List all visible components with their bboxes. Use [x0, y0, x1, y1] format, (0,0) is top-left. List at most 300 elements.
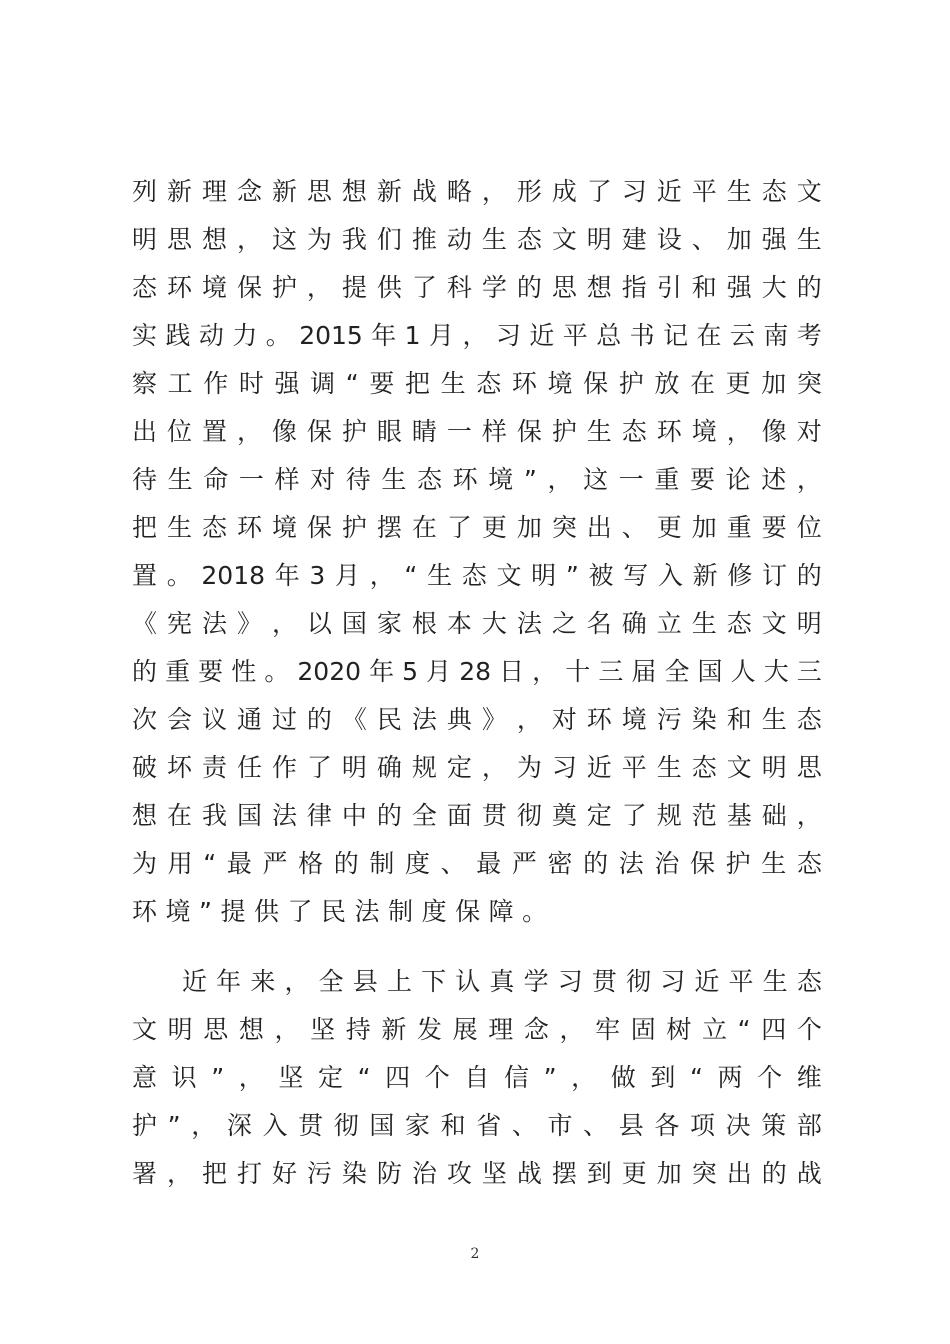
text-glyph: ， [238, 1063, 264, 1092]
text-glyph: 生 [586, 417, 612, 446]
text-glyph: 家 [376, 609, 402, 638]
text-glyph: 近 [656, 177, 682, 206]
text-glyph: 持 [345, 1015, 371, 1044]
text-glyph: 态 [461, 561, 487, 590]
text-glyph: 供 [376, 273, 402, 302]
text-glyph: 染 [341, 1159, 367, 1188]
text-glyph: 境 [201, 273, 227, 302]
text-line [132, 1150, 822, 1198]
text-glyph: 明 [132, 225, 158, 254]
text-glyph: 和 [440, 1111, 466, 1140]
text-glyph: 近 [182, 967, 208, 996]
text-glyph: “ [203, 849, 217, 878]
text-glyph: ， [462, 321, 488, 350]
text-glyph: 供 [254, 897, 288, 926]
text-glyph: 署 [132, 1159, 158, 1188]
text-glyph: 位 [166, 417, 192, 446]
text-glyph: 文 [132, 1015, 158, 1044]
text-glyph: 一 [446, 417, 472, 446]
text-glyph: 命 [203, 465, 229, 494]
text-glyph: ” [167, 1111, 181, 1140]
text-glyph: 中 [341, 801, 367, 830]
text-glyph: 来 [250, 967, 276, 996]
text-glyph: 生 [656, 753, 682, 782]
text-glyph: 突 [551, 513, 577, 542]
text-glyph: 订 [762, 561, 788, 590]
text-glyph: 省 [476, 1111, 502, 1140]
text-glyph: 思 [166, 225, 192, 254]
text-glyph: 出 [586, 513, 612, 542]
text-glyph: 生 [761, 849, 787, 878]
text-glyph: 法 [201, 609, 227, 638]
text-glyph: 动 [446, 225, 472, 254]
text-line [132, 888, 822, 936]
text-glyph: 提 [220, 897, 254, 926]
text-glyph: 摆 [551, 1159, 577, 1188]
text-glyph: 态 [516, 225, 542, 254]
text-line [132, 456, 822, 504]
text-glyph: 意 [132, 1063, 158, 1092]
text-glyph: 度 [421, 897, 456, 926]
text-glyph: 习 [551, 753, 577, 782]
text-glyph: 日 [499, 657, 525, 686]
text-glyph: 要 [369, 369, 395, 398]
text-glyph: 突 [796, 369, 822, 398]
text-line [132, 504, 822, 552]
text-glyph: 保 [306, 417, 332, 446]
text-glyph: 法 [516, 609, 542, 638]
text-glyph: 策 [761, 1111, 787, 1140]
text-glyph: 生 [167, 465, 193, 494]
text-glyph: 打 [236, 1159, 262, 1188]
text-glyph: 力 [232, 321, 258, 350]
text-glyph: 贯 [481, 801, 507, 830]
text-glyph: 年 [371, 321, 397, 350]
text-glyph: 睛 [411, 417, 437, 446]
text-glyph: 责 [201, 753, 227, 782]
text-glyph: 全 [411, 801, 437, 830]
text-line [132, 168, 822, 216]
text-glyph: 境 [547, 369, 573, 398]
text-glyph: 污 [656, 705, 682, 734]
text-glyph: 市 [547, 1111, 573, 1140]
text-glyph: 年 [216, 967, 242, 996]
text-glyph: 。 [166, 561, 192, 590]
text-glyph: 更 [621, 1159, 647, 1188]
text-glyph: 。 [265, 321, 291, 350]
text-glyph: 用 [167, 849, 193, 878]
text-glyph: 的 [583, 849, 609, 878]
text-glyph: 本 [446, 609, 472, 638]
text-glyph: 展 [452, 1015, 478, 1044]
text-glyph: ， [532, 657, 558, 686]
text-glyph: 彻 [516, 801, 542, 830]
text-glyph: 新 [381, 1015, 407, 1044]
text-glyph: 写 [623, 561, 649, 590]
text-glyph: 大 [763, 657, 789, 686]
text-glyph: 在 [411, 513, 437, 542]
text-glyph: 《 [132, 609, 158, 638]
text-glyph: 立 [656, 609, 682, 638]
text-glyph: 好 [271, 1159, 297, 1188]
text-glyph: 年 [274, 561, 300, 590]
text-glyph: 察 [132, 369, 158, 398]
text-glyph: 法 [618, 849, 644, 878]
text-line [132, 744, 822, 792]
text-glyph: 十 [565, 657, 591, 686]
text-glyph: 文 [726, 753, 752, 782]
text-glyph: 到 [650, 1063, 676, 1092]
text-glyph: 论 [725, 465, 751, 494]
text-glyph: 识 [171, 1063, 197, 1092]
text-glyph: ” [543, 1063, 557, 1092]
text-glyph: ， [284, 967, 310, 996]
text-glyph: 明 [796, 609, 822, 638]
text-glyph: 的 [761, 1159, 787, 1188]
text-glyph: 时 [238, 369, 264, 398]
text-glyph: 近 [586, 753, 612, 782]
text-glyph: 引 [656, 273, 682, 302]
text-glyph: 上 [386, 967, 412, 996]
text-glyph: 作 [203, 369, 229, 398]
text-glyph: 强 [761, 225, 787, 254]
text-glyph: 为 [516, 753, 542, 782]
text-glyph: 2015 [299, 321, 363, 350]
text-glyph: 们 [376, 225, 402, 254]
text-glyph: 度 [404, 849, 430, 878]
text-glyph: 立 [702, 1015, 728, 1044]
text-glyph: 略 [446, 177, 472, 206]
text-glyph: 础 [761, 801, 787, 830]
text-glyph: 境 [621, 705, 647, 734]
text-glyph: 议 [201, 705, 227, 734]
text-glyph: 调 [310, 369, 336, 398]
text-glyph: 眼 [376, 417, 402, 446]
text-glyph: 确 [621, 609, 647, 638]
text-line [132, 1054, 822, 1102]
text-glyph: 保 [516, 417, 542, 446]
text-glyph: 2018 [201, 561, 266, 590]
text-glyph: 加 [656, 1159, 682, 1188]
text-glyph: ， [306, 273, 332, 302]
text-glyph: 生 [481, 225, 507, 254]
text-glyph: 被 [588, 561, 614, 590]
text-glyph: 、 [440, 849, 466, 878]
text-glyph: 习 [621, 177, 647, 206]
text-glyph: 国 [236, 801, 262, 830]
text-glyph: 念 [236, 177, 262, 206]
text-glyph: 3 [309, 561, 326, 590]
text-glyph: 名 [586, 609, 612, 638]
text-line [132, 696, 822, 744]
text-glyph: “ [689, 1063, 703, 1092]
text-glyph: 对 [551, 705, 577, 734]
text-glyph: 28 [459, 657, 492, 686]
text-line [132, 216, 822, 264]
text-glyph: 制 [388, 897, 422, 926]
text-glyph: 三 [598, 657, 624, 686]
text-glyph: 加 [761, 369, 787, 398]
text-glyph: 规 [411, 753, 437, 782]
text-glyph: 、 [583, 1111, 609, 1140]
text-glyph: 境 [271, 513, 297, 542]
text-glyph: ， [516, 705, 542, 734]
text-glyph: 三 [796, 657, 822, 686]
text-line [132, 360, 822, 408]
text-glyph: 明 [761, 753, 787, 782]
text-glyph: 维 [796, 1063, 822, 1092]
text-glyph: 的 [516, 273, 542, 302]
text-glyph: 。 [264, 657, 290, 686]
text-glyph: 环 [236, 513, 262, 542]
page-number: 2 [470, 1246, 480, 1262]
text-glyph: ” [523, 465, 537, 494]
text-glyph: 护 [618, 369, 644, 398]
text-glyph: 以 [306, 609, 332, 638]
text-glyph: 法 [354, 897, 389, 926]
text-glyph: 密 [547, 849, 573, 878]
text-glyph: 牢 [595, 1015, 621, 1044]
text-glyph: 提 [341, 273, 367, 302]
text-glyph: 护 [725, 849, 751, 878]
text-glyph: ” [211, 1063, 225, 1092]
text-glyph: 的 [796, 561, 822, 590]
text-glyph: 护 [271, 273, 297, 302]
text-glyph: 部 [796, 1111, 822, 1140]
text-glyph: 坚 [310, 1015, 336, 1044]
text-glyph: 一 [618, 465, 644, 494]
text-glyph: 想 [586, 273, 612, 302]
text-glyph: 南 [763, 321, 789, 350]
text-glyph: 战 [516, 1159, 542, 1188]
text-glyph: 制 [369, 849, 395, 878]
text-glyph: 过 [271, 705, 297, 734]
text-glyph: 届 [631, 657, 657, 686]
text-glyph: 做 [610, 1063, 636, 1092]
text-glyph: 项 [689, 1111, 715, 1140]
text-glyph: 两 [717, 1063, 743, 1092]
text-glyph: 典 [446, 705, 472, 734]
text-glyph: 在 [166, 801, 192, 830]
text-glyph: 像 [761, 417, 787, 446]
text-glyph: 基 [726, 801, 752, 830]
text-glyph: 态 [796, 705, 822, 734]
text-glyph: ， [166, 1159, 192, 1188]
text-glyph: 学 [523, 967, 549, 996]
text-glyph: 保 [306, 513, 332, 542]
text-glyph: 对 [310, 465, 336, 494]
text-glyph: 入 [262, 1111, 288, 1140]
text-glyph: 自 [464, 1063, 490, 1092]
text-glyph: 总 [596, 321, 622, 350]
text-glyph: 出 [726, 1159, 752, 1188]
text-glyph: 信 [503, 1063, 529, 1092]
text-line [132, 792, 822, 840]
text-glyph: 把 [201, 1159, 227, 1188]
text-glyph: ， [274, 1015, 300, 1044]
text-glyph: 环 [656, 417, 682, 446]
text-glyph: 、 [621, 513, 647, 542]
text-glyph: 的 [376, 801, 402, 830]
text-glyph: 样 [481, 417, 507, 446]
text-glyph: ” [565, 561, 579, 590]
text-glyph: 国 [369, 1111, 395, 1140]
text-glyph: 想 [341, 177, 367, 206]
text-glyph: 的 [132, 657, 158, 686]
text-glyph: 境 [691, 417, 717, 446]
text-glyph: 月 [335, 561, 361, 590]
text-glyph: 四 [385, 1063, 411, 1092]
text-glyph: 民 [321, 897, 355, 926]
text-glyph: 月 [426, 657, 452, 686]
text-glyph: 生 [796, 225, 822, 254]
text-glyph: 次 [132, 705, 158, 734]
text-glyph: 的 [333, 849, 359, 878]
text-glyph: 置 [132, 561, 158, 590]
text-glyph: 治 [654, 849, 680, 878]
text-glyph: 述 [761, 465, 787, 494]
text-glyph: 1 [404, 321, 421, 350]
text-glyph: 把 [404, 369, 430, 398]
text-glyph: 生 [166, 513, 192, 542]
text-glyph: 定 [317, 1063, 343, 1092]
body-text [132, 168, 822, 1198]
text-line [132, 552, 822, 600]
text-glyph: 》 [236, 609, 262, 638]
text-glyph: 新 [692, 561, 718, 590]
text-glyph: 全 [664, 657, 690, 686]
text-glyph: 月 [429, 321, 455, 350]
text-glyph: 样 [274, 465, 300, 494]
text-line [132, 312, 822, 360]
text-glyph: 的 [796, 273, 822, 302]
paragraph-2 [132, 958, 822, 1198]
text-glyph: ， [191, 1111, 217, 1140]
text-glyph: 国 [341, 609, 367, 638]
text-glyph: 念 [523, 1015, 549, 1044]
text-glyph: 明 [586, 225, 612, 254]
text-glyph: 突 [691, 1159, 717, 1188]
text-glyph: 更 [481, 513, 507, 542]
text-glyph: 科 [446, 273, 472, 302]
text-glyph: ， [796, 465, 822, 494]
text-glyph: 考 [796, 321, 822, 350]
text-glyph: 范 [691, 801, 717, 830]
text-glyph: 态 [796, 849, 822, 878]
text-glyph: 我 [341, 225, 367, 254]
text-glyph: 出 [132, 417, 158, 446]
text-glyph: 在 [696, 321, 722, 350]
text-glyph: 思 [306, 177, 332, 206]
text-line [132, 958, 822, 1006]
text-line [132, 408, 822, 456]
text-glyph: 坏 [166, 753, 192, 782]
text-glyph: 《 [341, 705, 367, 734]
text-glyph: 彻 [333, 1111, 359, 1140]
text-glyph: 摆 [376, 513, 402, 542]
text-glyph: 大 [761, 273, 787, 302]
text-glyph: 云 [729, 321, 755, 350]
text-glyph: 重 [165, 657, 191, 686]
text-glyph: 环 [511, 369, 537, 398]
text-glyph: 定 [446, 753, 472, 782]
text-glyph: 习 [660, 967, 686, 996]
text-glyph: 污 [306, 1159, 332, 1188]
text-glyph: 之 [551, 609, 577, 638]
text-glyph: 在 [689, 369, 715, 398]
text-glyph: ， [481, 753, 507, 782]
text-glyph: 任 [236, 753, 262, 782]
text-glyph: ， [796, 801, 822, 830]
text-line [132, 264, 822, 312]
text-glyph: 像 [271, 417, 297, 446]
text-glyph: 治 [411, 1159, 437, 1188]
text-line [132, 1006, 822, 1054]
text-glyph: 环 [166, 273, 192, 302]
text-glyph: 个 [757, 1063, 783, 1092]
text-glyph: 更 [725, 369, 751, 398]
text-glyph: 个 [424, 1063, 450, 1092]
text-line [132, 600, 822, 648]
text-glyph: 了 [586, 177, 612, 206]
text-glyph: 践 [165, 321, 191, 350]
text-glyph: ， [271, 609, 297, 638]
text-glyph: 战 [796, 1159, 822, 1188]
text-glyph: 待 [345, 465, 371, 494]
text-glyph: 民 [376, 705, 402, 734]
text-glyph: 根 [411, 609, 437, 638]
text-glyph: 的 [306, 705, 332, 734]
text-glyph: 理 [201, 177, 227, 206]
text-glyph: 强 [726, 273, 752, 302]
text-glyph: 想 [238, 1015, 264, 1044]
text-glyph: 保 [689, 849, 715, 878]
text-glyph: ， [726, 417, 752, 446]
text-glyph: 实 [132, 321, 158, 350]
text-glyph: 生 [691, 609, 717, 638]
text-glyph: 建 [621, 225, 647, 254]
text-glyph: 会 [166, 705, 192, 734]
text-glyph: 态 [796, 967, 822, 996]
text-glyph: 国 [697, 657, 723, 686]
text-glyph: 了 [446, 513, 472, 542]
text-glyph: 护 [341, 417, 367, 446]
text-glyph: 入 [657, 561, 683, 590]
text-glyph: 平 [621, 753, 647, 782]
text-glyph: 保 [583, 369, 609, 398]
text-glyph: 年 [369, 657, 395, 686]
text-glyph: ， [547, 465, 573, 494]
text-glyph: 通 [236, 705, 262, 734]
text-glyph: “ [345, 369, 359, 398]
text-glyph: 书 [629, 321, 655, 350]
text-glyph: 保 [236, 273, 262, 302]
text-glyph: 近 [694, 967, 720, 996]
text-glyph: 家 [404, 1111, 430, 1140]
text-glyph: “ [357, 1063, 371, 1092]
text-glyph: 性 [231, 657, 257, 686]
text-glyph: 》 [481, 705, 507, 734]
text-glyph: 各 [654, 1111, 680, 1140]
text-glyph: 文 [496, 561, 522, 590]
text-glyph: 障 [488, 897, 523, 926]
text-glyph: 发 [417, 1015, 443, 1044]
text-glyph: 工 [167, 369, 193, 398]
text-glyph: 平 [728, 967, 754, 996]
text-glyph: 更 [656, 513, 682, 542]
text-glyph: 5 [402, 657, 419, 686]
text-glyph: 决 [725, 1111, 751, 1140]
